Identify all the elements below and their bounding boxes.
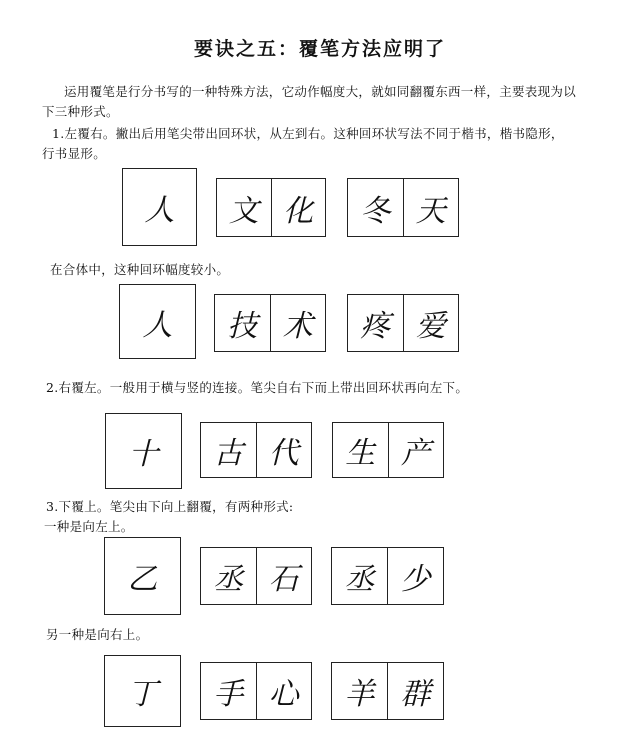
- example-pair: [200, 422, 312, 478]
- example-char: 心: [256, 663, 312, 719]
- item3-a-line: 一种是向左上。: [44, 519, 134, 534]
- example-single: [105, 413, 182, 489]
- example-pair: [200, 547, 312, 605]
- example-char: 代: [256, 423, 312, 477]
- example-char: 古: [213, 436, 244, 471]
- example-char: 产: [388, 423, 444, 477]
- item1-note: 在合体中，这种回环幅度较小。: [50, 262, 230, 277]
- example-char: 人: [142, 307, 173, 343]
- item1-line-2: 行书显形。: [42, 146, 107, 161]
- example-char: 人: [144, 193, 175, 228]
- example-char: 技: [227, 309, 258, 344]
- example-pair: [200, 662, 312, 720]
- example-pair: [216, 178, 326, 237]
- example-single: [119, 284, 196, 359]
- example-char: 乙: [127, 562, 158, 597]
- example-pair: [347, 178, 459, 237]
- example-single: [104, 537, 181, 615]
- example-pair: [331, 662, 444, 720]
- example-single: [122, 168, 197, 246]
- example-pair: [347, 294, 459, 352]
- example-char: 石: [256, 548, 312, 604]
- example-char: 天: [403, 179, 459, 236]
- example-char: 手: [213, 677, 244, 712]
- example-char: 丞: [213, 562, 244, 597]
- example-char: 少: [387, 548, 443, 604]
- example-char: 文: [228, 193, 259, 229]
- example-char: 羊: [344, 677, 375, 712]
- example-char: 生: [345, 436, 376, 471]
- example-char: 丞: [344, 562, 375, 597]
- item1-line-1: 1.左覆右。撇出后用笔尖带出回环状，从左到右。这种回环状写法不同于楷书，楷书隐形，: [52, 126, 564, 141]
- page-title: 要诀之五：覆笔方法应明了: [193, 38, 446, 60]
- example-pair: [331, 547, 444, 605]
- item3-line: 3.下覆上。笔尖由下向上翻覆，有两种形式:: [46, 499, 294, 514]
- example-char: 疼: [360, 309, 391, 344]
- item2-line: 2.右覆左。一般用于横与竖的连接。笔尖自右下而上带出回环状再向左下。: [46, 380, 469, 395]
- example-char: 术: [270, 295, 326, 351]
- intro-line-1: 运用覆笔是行分书写的一种特殊方法，它动作幅度大，就如同翻覆东西一样，主要表现为以: [64, 84, 577, 99]
- item3-b-line: 另一种是向右上。: [46, 627, 149, 642]
- example-char: 爱: [403, 295, 459, 351]
- example-pair: [332, 422, 444, 478]
- example-char: 化: [271, 179, 326, 236]
- example-char: 冬: [360, 193, 391, 229]
- example-char: 十: [128, 437, 159, 472]
- example-char: 丁: [127, 677, 158, 712]
- example-char: 群: [387, 663, 443, 719]
- intro-line-2: 下三种形式。: [42, 104, 119, 119]
- example-single: [104, 655, 181, 727]
- example-pair: [214, 294, 326, 352]
